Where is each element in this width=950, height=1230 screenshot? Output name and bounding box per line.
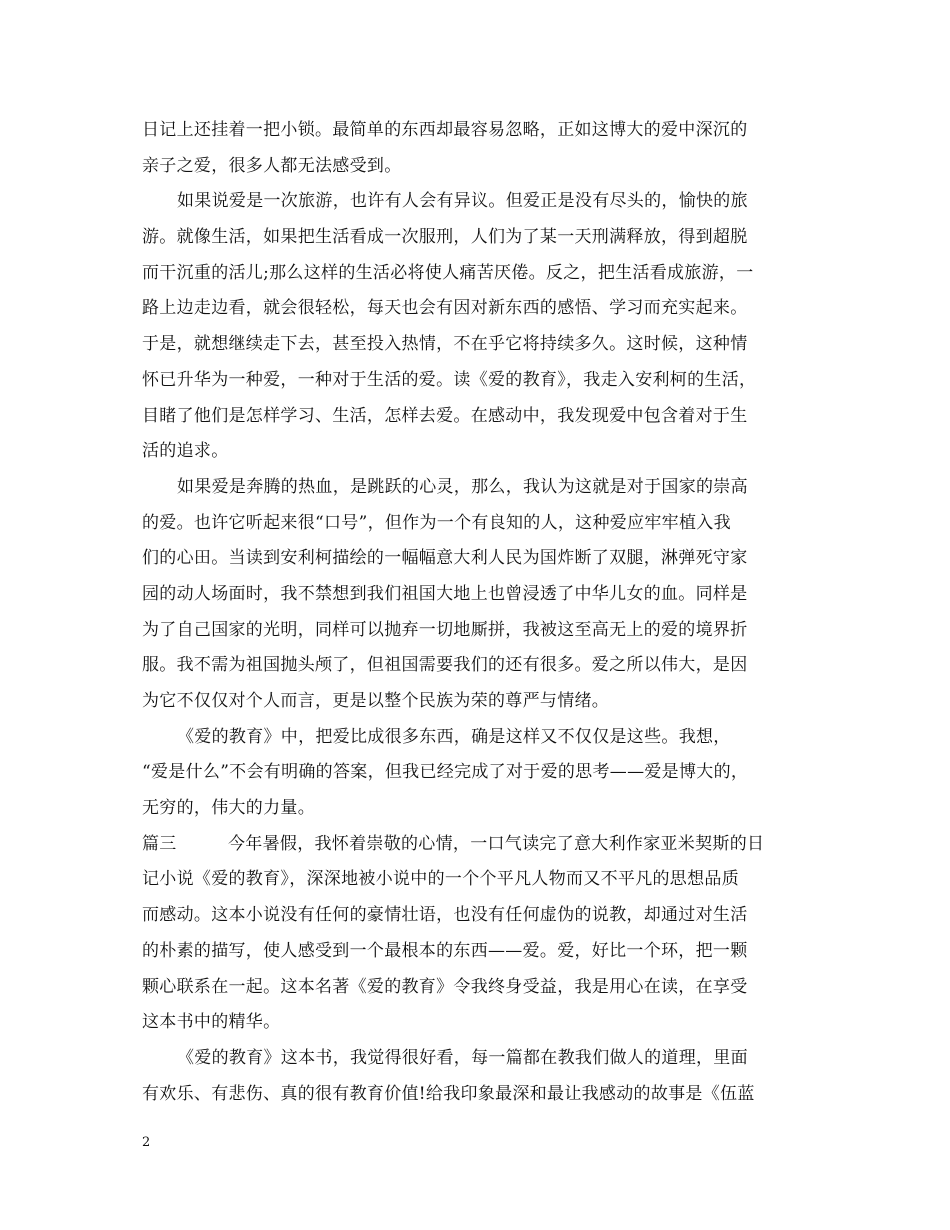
- text-line: 《爱的教育》这本书，我觉得很好看，每一篇都在教我们做人的道理，里面: [177, 1047, 748, 1068]
- body-text: [142, 115, 832, 1114]
- text-line: 如果爱是奔腾的热血，是跳跃的心灵，那么，我认为这就是对于国家的崇高: [177, 476, 748, 497]
- text-line: 游。就像生活，如果把生活看成一次服刑，人们为了某一天刑满释放，得到超脱: [142, 227, 748, 248]
- text-line: 今年暑假，我怀着崇敬的心情，一口气读完了意大利作家亚米契斯的日: [228, 833, 765, 854]
- text-line: 园的动人场面时，我不禁想到我们祖国大地上也曾浸透了中华儿女的血。同样是: [142, 583, 748, 604]
- text-line: 如果说爱是一次旅游，也许有人会有异议。但爱正是没有尽头的，愉快的旅: [177, 191, 748, 212]
- text-line: 目睹了他们是怎样学习、生活，怎样去爱。在感动中，我发现爱中包含着对于生: [142, 405, 748, 426]
- text-line: 的爱。也许它听起来很“口号”，但作为一个有良知的人，这种爱应牢牢植入我: [142, 512, 731, 533]
- text-line: 记小说《爱的教育》，深深地被小说中的一个个平凡人物而又不平凡的思想品质: [142, 869, 739, 890]
- text-line: 日记上还挂着一把小锁。最简单的东西却最容易忽略，正如这博大的爱中深沉的: [142, 120, 748, 140]
- section-label: 篇三: [142, 833, 177, 854]
- text-line: 而干沉重的活儿;那么这样的生活必将使人痛苦厌倦。反之，把生活看成旅游，一: [142, 262, 754, 283]
- text-line: 怀已升华为一种爱，一种对于生活的爱。读《爱的教育》，我走入安利柯的生活，: [142, 369, 757, 390]
- text-line: 无穷的，伟大的力量。: [142, 798, 315, 819]
- text-line: 而感动。这本小说没有任何的豪情壮语，也没有任何虚伪的说教，却通过对生活: [142, 905, 748, 926]
- page-number: 2: [142, 1135, 151, 1150]
- text-line: 的朴素的描写，使人感受到一个最根本的东西——爱。爱，好比一个环，把一颗: [142, 940, 748, 961]
- text-line: 这本书中的精华。: [142, 1012, 281, 1033]
- text-line: 们的心田。当读到安利柯描绘的一幅幅意大利人民为国炸断了双腿，淋弹死守家: [142, 548, 748, 569]
- text-line: 有欢乐、有悲伤、真的很有教育价值!给我印象最深和最让我感动的故事是《伍蓝: [142, 1083, 755, 1104]
- text-line: 《爱的教育》中，把爱比成很多东西，确是这样又不仅仅是这些。我想，: [177, 726, 731, 747]
- text-line: 服。我不需为祖国抛头颅了，但祖国需要我们的还有很多。爱之所以伟大，是因: [142, 655, 748, 676]
- text-line: 路上边走边看，就会很轻松，每天也会有因对新东西的感悟、学习而充实起来。: [142, 298, 748, 319]
- text-line: 于是，就想继续走下去，甚至投入热情，不在乎它将持续多久。这时候，这种情: [142, 334, 748, 355]
- text-line: 颗心联系在一起。这本名著《爱的教育》令我终身受益，我是用心在读，在享受: [142, 976, 748, 997]
- text-line: “爱是什么”不会有明确的答案，但我已经完成了对于爱的思考——爱是博大的，: [142, 762, 749, 783]
- text-line: 为了自己国家的光明，同样可以抛弃一切地厮拼，我被这至高无上的爱的境界折: [142, 619, 748, 640]
- text-line: 活的追求。: [142, 441, 229, 462]
- section-line: [142, 829, 832, 859]
- text-line: 亲子之爱，很多人都无法感受到。: [142, 155, 402, 176]
- text-line: 为它不仅仅对个人而言，更是以整个民族为荣的尊严与情绪。: [142, 691, 610, 711]
